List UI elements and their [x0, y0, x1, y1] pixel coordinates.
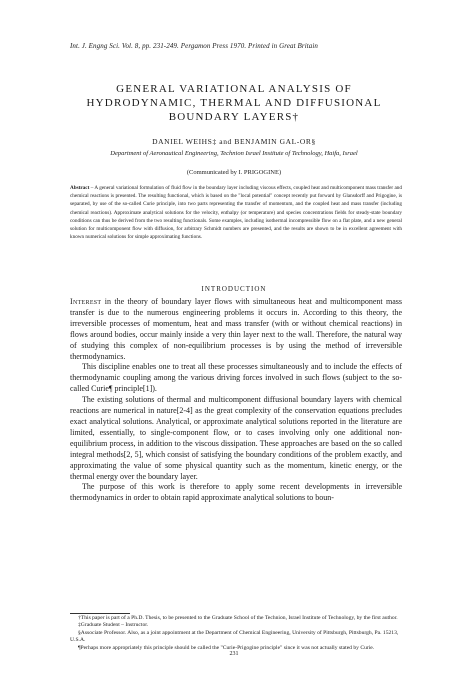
page-number: 231	[229, 651, 239, 657]
paragraph-2: This discipline enables one to treat all these processes simultaneously and to include the effects of thermodynamic coupling among the various driving forces involved in such flows (subject to the so-called Curie¶ principle[1]).	[70, 362, 402, 394]
title-line-1: GENERAL VARIATIONAL ANALYSIS OF	[116, 83, 352, 95]
footnotes	[70, 615, 402, 652]
communicated-by: (Communicated by I. PRIGOGINE)	[186, 169, 282, 176]
paragraph-3: The existing solutions of thermal and multicomponent diffusional boundary layers with chemical reactions are numerical in nature[2-4] as the great complexity of the conservation equations precludes exact analytical solutions. Analytical, or approximate analytical solutions reported in the literature are limited, essentially, to single-component flow, or to cases involving only one additional non-equilibrium process, in addition to the viscous dissipation. These approaches are based on the so called integral methods[2, 5], which consist of satisfying the boundary conditions of the problem exactly, and approximating the value of some physical quantity such as the momentum, kinetic energy, or the thermal energy over the boundary layer.	[70, 395, 402, 481]
title-line-3: BOUNDARY LAYERS†	[168, 111, 300, 123]
paragraph-1-text: in the theory of boundary layer flows with simultaneous heat and multicomponent mass transfer is due to the numerous engineering problems it occurs in. According to this theory, the irreversible processes of momentum, heat and mass transfer (with or without chemical reactions) in flows around bodies, occur mainly inside a very thin layer next to the wall. Therefore, the natural way of studying this complex of non-equilibrium processes is by using the method of irreversible thermodynamics.	[70, 297, 402, 361]
section-heading-introduction: INTRODUCTION	[201, 285, 267, 293]
footnote-1: †This paper is part of a Ph.D. Thesis, to be presented to the Graduate School of the Technion, Israel Institute of Technology, by the first author.	[78, 615, 398, 621]
introduction-body	[70, 297, 402, 504]
footnote-divider	[70, 613, 130, 614]
footnote-3: §Associate Professor. Also, as a joint appointment at the Department of Chemical Engineering, University of Pittsburgh, Pittsburgh, Pa. 15213, U.S.A.	[70, 629, 399, 644]
author-list: DANIEL WEIHS‡ and BENJAMIN GAL-OR§	[152, 137, 316, 146]
footnote-4: ¶Perhaps more appropriately this principle should be called the "Curie-Prigogine principle" since it was not actually stated by Curie.	[78, 644, 375, 651]
abstract-text: – A general variational formulation of fluid flow in the boundary layer including viscous effects, coupled heat and multicomponent mass transfer and chemical reactions is presented. The resulting functional, which is based on the "local potential" concept recently put forward by Glansdorff and Prigogine, is separated, by use of the so-called Curie principle, into two parts representing the transfer of momentum, and the coupled heat and mass transfer (including chemical reactions). Approximate analytical solutions for the velocity, enthalpy (or temperature) and species concentrations fields for steady-state boundary conditions can thus be derived from the two resulting functionals. Some examples, including isothermal incompressible flow on a flat plate, and a new general solution for multicomponent flow with diffusion, for arbitrary Schmidt numbers are presented, and the results are shown to be in excellent agreement with known numerical solutions for simple approximating functions.	[70, 185, 402, 241]
author-affiliation: Department of Aeronautical Engineering, Technion Israel Institute of Technology, Haifa, Israel	[110, 150, 358, 157]
abstract	[70, 184, 402, 241]
journal-citation: Int. J. Engng Sci. Vol. 8, pp. 231-249. Pergamon Press 1970. Printed in Great Britain	[70, 42, 319, 50]
paper-title	[0, 82, 468, 124]
abstract-label: Abstract	[70, 185, 90, 191]
title-line-2: HYDRODYNAMIC, THERMAL AND DIFFUSIONAL	[86, 97, 382, 109]
paragraph-1	[70, 297, 402, 362]
paragraph-1-lead: Interest	[70, 297, 102, 306]
paragraph-4: The purpose of this work is therefore to apply some recent developments in irreversible thermodynamics in order to obtain rapid approximate analytical solutions to boun-	[70, 482, 402, 503]
footnote-2: ‡Graduate Student – Instructor.	[78, 622, 149, 629]
